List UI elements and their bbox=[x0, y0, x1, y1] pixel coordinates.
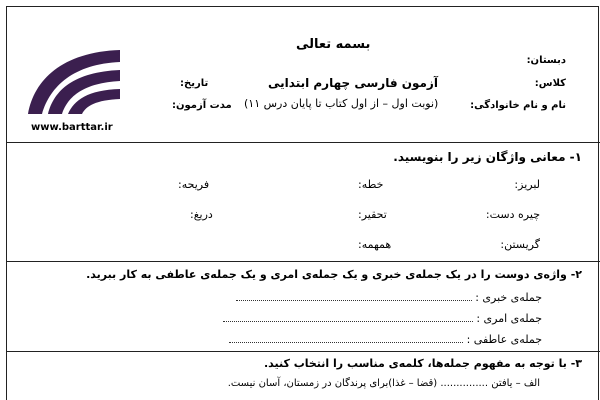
section-divider bbox=[6, 351, 600, 352]
q2-line-label: جمله‌ی خبری : bbox=[475, 291, 542, 304]
header-divider bbox=[6, 142, 600, 143]
answer-dots[interactable] bbox=[223, 313, 473, 322]
website-url: www.barttar.ir bbox=[31, 122, 113, 133]
duration-label: مدت آزمون: bbox=[172, 100, 232, 111]
q1-word: فریحه: bbox=[178, 178, 210, 191]
answer-dots[interactable] bbox=[229, 334, 463, 343]
class-label: کلاس: bbox=[534, 78, 566, 89]
q3-item-a: الف – یافتن ............... (قضا – غذا)برای پرندگان در زمستان، آسان نیست. bbox=[227, 378, 540, 389]
q2-answer-line bbox=[223, 312, 542, 325]
name-label: نام و نام خانوادگی: bbox=[470, 100, 566, 111]
barttar-logo-icon bbox=[24, 42, 124, 120]
q3-title: ۳- با توجه به مفهوم جمله‌ها، کلمه‌ی مناسب را انتخاب کنید. bbox=[263, 357, 582, 370]
exam-title: آزمون فارسی چهارم ابتدایی bbox=[268, 76, 438, 90]
answer-dots[interactable] bbox=[236, 292, 472, 301]
school-label: دبستان: bbox=[526, 55, 566, 66]
q1-word: تحقیر: bbox=[358, 208, 387, 221]
q1-word: گریستن: bbox=[500, 238, 540, 251]
q2-title: ۲- واژه‌ی دوست را در یک جمله‌ی خبری و یک جمله‌ی امری و یک جمله‌ی عاطفی به کار ببرید. bbox=[86, 268, 582, 281]
q2-answer-line bbox=[229, 333, 542, 346]
section-divider bbox=[6, 261, 600, 262]
q2-line-label: جمله‌ی عاطفی : bbox=[466, 333, 542, 346]
q1-word: چیره دست: bbox=[485, 208, 540, 221]
q1-word: لبریز: bbox=[514, 178, 540, 191]
q1-word: همهمه: bbox=[358, 238, 392, 251]
q1-title: ۱- معانی واژگان زیر را بنویسید. bbox=[393, 150, 582, 164]
q2-answer-line bbox=[236, 291, 542, 304]
date-label: تاریخ: bbox=[180, 78, 209, 89]
q2-line-label: جمله‌ی امری : bbox=[476, 312, 542, 325]
exam-scope: (نوبت اول – از اول کتاب تا پایان درس ۱۱) bbox=[244, 97, 439, 110]
basmala: بسمه تعالی bbox=[296, 37, 371, 52]
q1-word: خطه: bbox=[358, 178, 384, 191]
q1-word: دریغ: bbox=[190, 208, 213, 221]
